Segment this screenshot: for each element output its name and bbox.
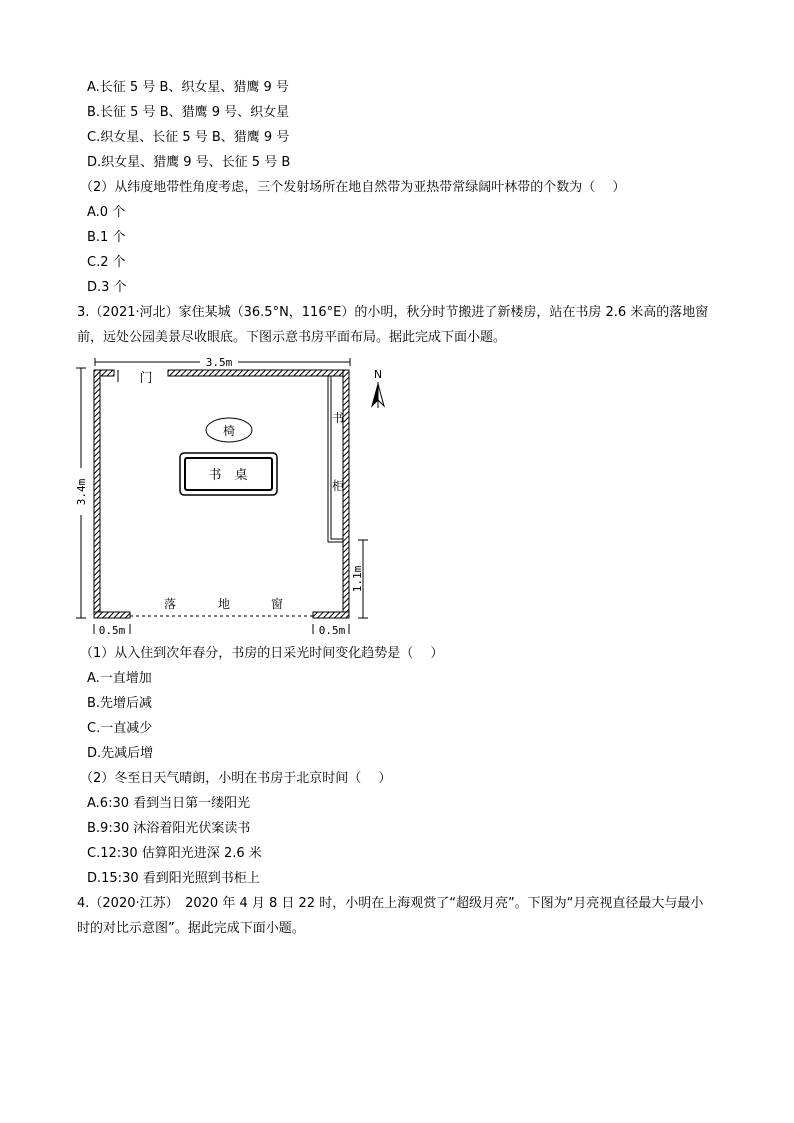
- q3-part2-option-c: C.12:30 估算阳光进深 2.6 米: [87, 846, 262, 861]
- q2-part1-option-a: A.长征 5 号 B、织女星、猎鹰 9 号: [87, 80, 289, 95]
- q2-part2-option-a: A.0 个: [87, 205, 126, 220]
- height-dimension: [75, 368, 88, 618]
- bottom-right-dimension: [313, 624, 349, 637]
- q3-part1-option-b: B.先增后减: [87, 696, 153, 711]
- bottom-right-label: 0.5m: [318, 624, 346, 637]
- q3-part2-option-d: D.15:30 看到阳光照到书柜上: [87, 871, 260, 886]
- bookcase-label-bottom: 柜: [331, 479, 345, 493]
- q2-part2-option-b: B.1 个: [87, 230, 126, 245]
- north-label: N: [373, 368, 383, 381]
- q2-part1-option-d: D.织女星、猎鹰 9 号、长征 5 号 B: [87, 155, 291, 170]
- chair: [206, 418, 252, 442]
- bottom-left-label: 0.5m: [98, 624, 126, 637]
- q2-part2-option-d: D.3 个: [87, 280, 127, 295]
- q2-part1-option-c: C.织女星、长征 5 号 B、猎鹰 9 号: [87, 130, 290, 145]
- door-label: 门: [139, 371, 153, 386]
- q3-part1-option-c: C.一直减少: [87, 721, 153, 736]
- bookcase: [328, 376, 344, 542]
- q3-part1-stem: （1）从入住到次年春分，书房的日采光时间变化趋势是（ ）: [80, 646, 444, 661]
- walls: [94, 370, 349, 618]
- height-label: 3.4m: [75, 478, 88, 506]
- q3-part2-stem: （2）冬至日天气晴朗，小明在书房于北京时间（ ）: [80, 771, 392, 786]
- q3-stem-line2: 前，远处公园美景尽收眼底。下图示意书房平面布局。据此完成下面小题。: [77, 330, 507, 345]
- chair-label: 椅: [222, 424, 236, 438]
- q3-part2-option-b: B.9:30 沐浴着阳光伏案读书: [87, 821, 251, 836]
- north-arrow-icon: [372, 368, 384, 408]
- window-char-3: 窗: [270, 597, 284, 611]
- q3-stem-line1: 3.（2021·河北）家住某城（36.5°N，116°E）的小明，秋分时节搬进了新楼房，站在书房 2.6 米高的落地窗: [77, 305, 709, 320]
- width-label: 3.5m: [205, 356, 233, 369]
- q3-part1-option-a: A.一直增加: [87, 671, 152, 686]
- right-dimension: [351, 540, 368, 618]
- desk-label: 书 桌: [208, 468, 248, 483]
- q2-part1-option-b: B.长征 5 号 B、猎鹰 9 号、织女星: [87, 105, 290, 120]
- study-floor-plan: [70, 350, 410, 640]
- desk: [180, 453, 277, 495]
- bottom-left-dimension: [94, 624, 130, 637]
- bookcase-label-top: 书: [331, 411, 345, 425]
- q4-stem-line2: 时的对比示意图”。据此完成下面小题。: [77, 921, 305, 936]
- right-label: 1.1m: [351, 565, 364, 593]
- width-dimension: [95, 356, 350, 369]
- floor-window: [130, 596, 313, 616]
- door: [118, 370, 153, 386]
- q2-part2-stem: （2）从纬度地带性角度考虑，三个发射场所在地自然带为亚热带常绿阔叶林带的个数为（ ）: [80, 180, 626, 195]
- q3-part1-option-d: D.先减后增: [87, 746, 154, 761]
- q4-stem-line1: 4.（2020·江苏） 2020 年 4 月 8 日 22 时，小明在上海观赏了“超级月亮”。下图为“月亮视直径最大与最小: [77, 896, 704, 911]
- q2-part2-option-c: C.2 个: [87, 255, 126, 270]
- window-char-1: 落: [163, 597, 177, 611]
- q3-part2-option-a: A.6:30 看到当日第一缕阳光: [87, 796, 251, 811]
- window-char-2: 地: [217, 597, 231, 611]
